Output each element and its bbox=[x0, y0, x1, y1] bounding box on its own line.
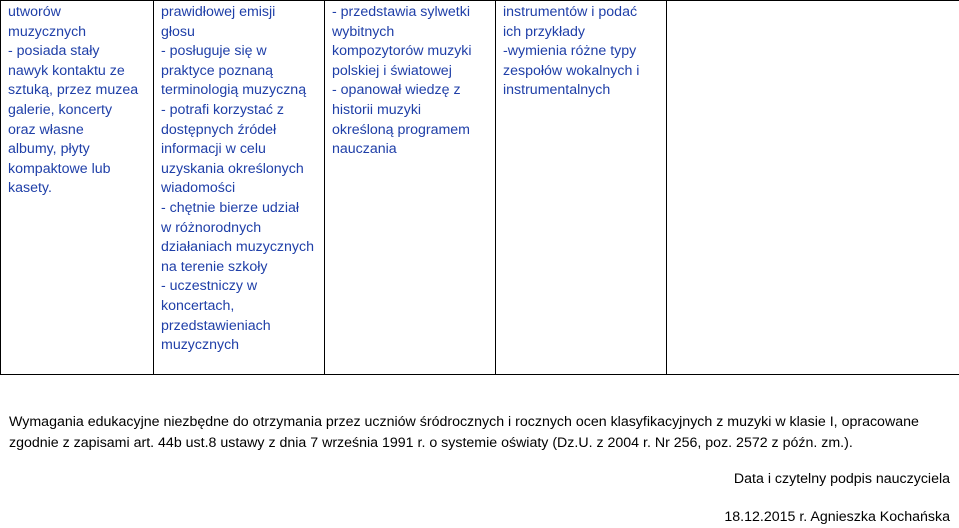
cell-line: - potrafi korzystać z bbox=[161, 101, 318, 121]
cell-line: - opanował wiedzę z bbox=[332, 81, 489, 101]
signature-date-name: 18.12.2015 r. Agnieszka Kochańska bbox=[724, 508, 950, 528]
cell-line: kompozytorów muzyki bbox=[332, 42, 489, 62]
cell-line: - posługuje się w bbox=[161, 42, 318, 62]
cell-line: kompaktowe lub bbox=[8, 160, 147, 180]
cell-line: koncertach, bbox=[161, 297, 318, 317]
cell-line: nawyk kontaktu ze bbox=[8, 62, 147, 82]
table-row bbox=[1, 1, 959, 375]
cell-line: -wymienia różne typy bbox=[503, 42, 660, 62]
cell-line: w różnorodnych bbox=[161, 219, 318, 239]
cell-line: kasety. bbox=[8, 179, 147, 199]
cell-line: określoną programem bbox=[332, 121, 489, 141]
cell-line: działaniach muzycznych bbox=[161, 238, 318, 258]
cell-line: - chętnie bierze udział bbox=[161, 199, 318, 219]
cell-line: galerie, koncerty bbox=[8, 101, 147, 121]
cell-line: - posiada stały bbox=[8, 42, 147, 62]
cell-line: głosu bbox=[161, 23, 318, 43]
cell-line: uzyskania określonych bbox=[161, 160, 318, 180]
cell-line: praktyce poznaną bbox=[161, 62, 318, 82]
cell-line: oraz własne bbox=[8, 121, 147, 141]
table-cell-col3 bbox=[325, 1, 496, 375]
cell-line: - przedstawia sylwetki bbox=[332, 3, 489, 23]
table-cell-col4 bbox=[496, 1, 667, 375]
cell-line: wybitnych bbox=[332, 23, 489, 43]
cell-line: terminologią muzyczną bbox=[161, 81, 318, 101]
table-cell-col5 bbox=[667, 1, 959, 375]
table-cell-col1 bbox=[1, 1, 154, 375]
cell-line: historii muzyki bbox=[332, 101, 489, 121]
cell-line: prawidłowej emisji bbox=[161, 3, 318, 23]
cell-line: przedstawieniach bbox=[161, 317, 318, 337]
cell-line: wiadomości bbox=[161, 179, 318, 199]
cell-line: muzycznych bbox=[8, 23, 147, 43]
cell-line: instrumentalnych bbox=[503, 81, 660, 101]
signature-label: Data i czytelny podpis nauczyciela bbox=[734, 470, 950, 490]
table-cell-col2 bbox=[154, 1, 325, 375]
cell-line: sztuką, przez muzea bbox=[8, 81, 147, 101]
cell-line: albumy, płyty bbox=[8, 140, 147, 160]
requirements-note: Wymagania edukacyjne niezbędne do otrzymania przez uczniów śródrocznych i rocznych ocen klasyfikacyjnych z muzyki w klasie I, opracowane zgodnie z zapisami art. 44b ust.8 ustawy z dnia 7 września 1991 r. o systemie oświaty (Dz.U. z 2004 r. Nr 256, poz. 2572 z późn. zm.). bbox=[9, 412, 954, 453]
cell-line: zespołów wokalnych i bbox=[503, 62, 660, 82]
cell-line: ich przykłady bbox=[503, 23, 660, 43]
cell-line: polskiej i światowej bbox=[332, 62, 489, 82]
cell-line: informacji w celu bbox=[161, 140, 318, 160]
cell-line: nauczania bbox=[332, 140, 489, 160]
cell-line: muzycznych bbox=[161, 336, 318, 356]
cell-line: - uczestniczy w bbox=[161, 277, 318, 297]
cell-line: dostępnych źródeł bbox=[161, 121, 318, 141]
cell-line: utworów bbox=[8, 3, 147, 23]
cell-line: instrumentów i podać bbox=[503, 3, 660, 23]
cell-line: na terenie szkoły bbox=[161, 258, 318, 278]
